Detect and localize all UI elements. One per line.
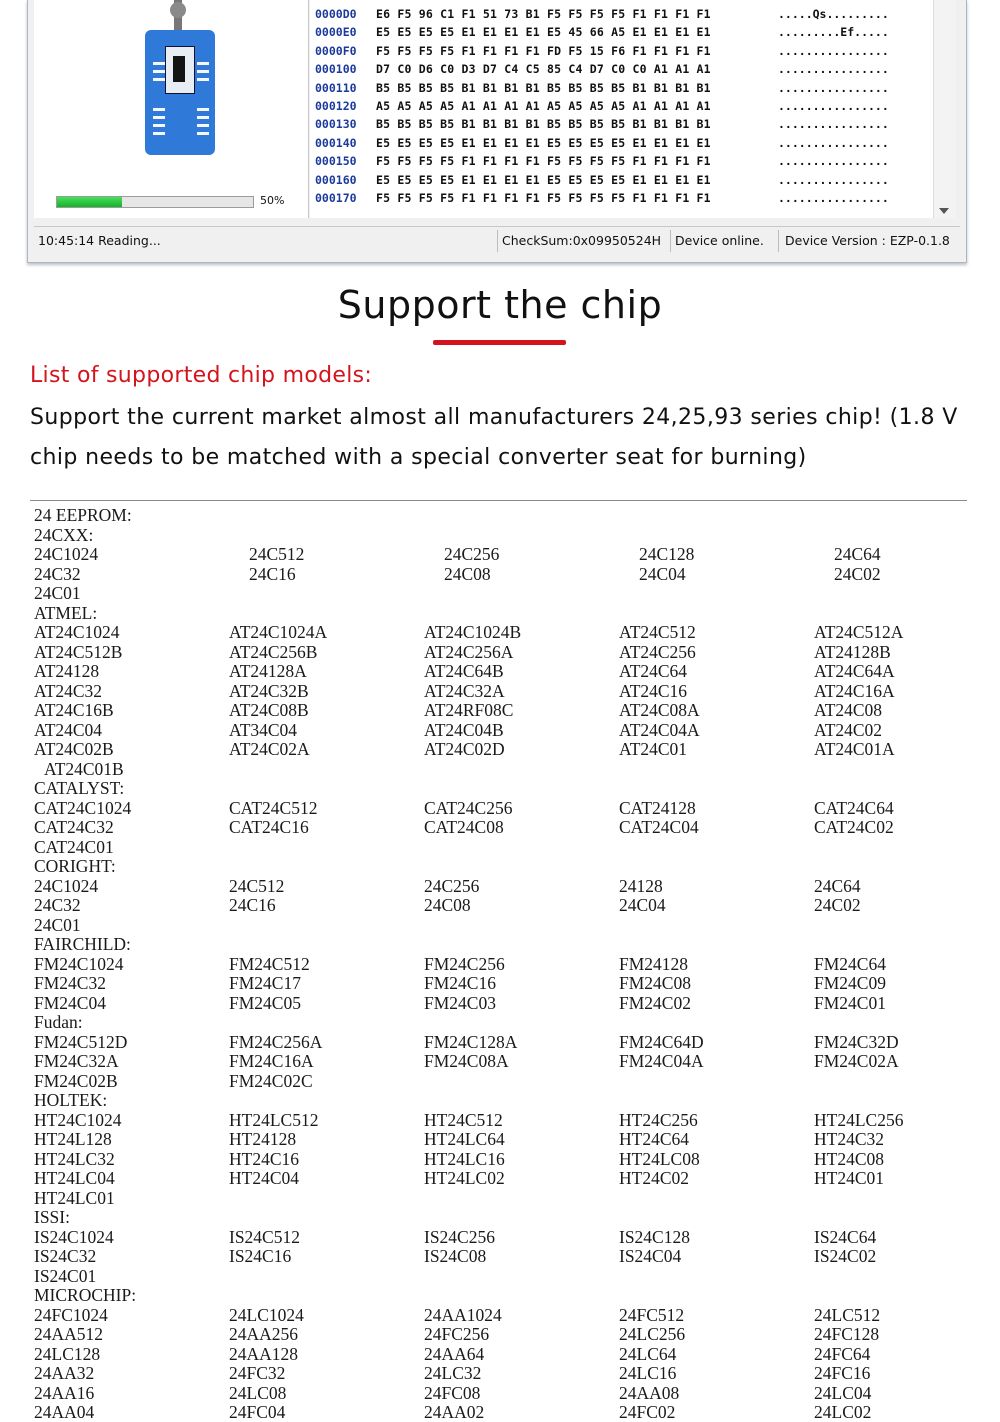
status-checksum: CheckSum:0x09950524H [502, 233, 662, 248]
chip-model: 24FC16 [814, 1363, 871, 1383]
chip-model: IS24C512 [229, 1226, 300, 1247]
chip-model: IS24C16 [229, 1246, 292, 1266]
chip-model: FM24C32 [34, 973, 106, 993]
device-panel [34, 0, 309, 218]
hex-ascii: ................ [778, 172, 889, 187]
chip-model: 24FC1024 [34, 1304, 108, 1325]
chip-model: FM24C02B [34, 1070, 118, 1091]
chip-model: FM24C01 [814, 992, 886, 1013]
pin-mark [153, 116, 165, 119]
progress-percent: 50% [260, 194, 285, 207]
manufacturer-header: CATALYST: [34, 778, 125, 798]
chip-model: IS24C1024 [34, 1226, 114, 1247]
chip-model: FM24C64D [619, 1031, 704, 1052]
chip-model: AT24C04A [619, 719, 700, 740]
chip-model: 24FC256 [424, 1324, 490, 1344]
chip-model: IS24C02 [814, 1246, 877, 1266]
chip-model: AT34C04 [229, 719, 298, 740]
chip-model: FM24C32A [34, 1051, 119, 1071]
status-device-state: Device online. [675, 233, 764, 248]
hex-address: 000160 [315, 172, 357, 187]
hex-address: 000100 [315, 62, 357, 77]
chip-model: 24C01 [34, 583, 81, 603]
list-heading: List of supported chip models: [30, 363, 373, 388]
hex-row[interactable] [310, 134, 930, 152]
hex-bytes: D7 C0 D6 C0 D3 D7 C4 C5 85 C4 D7 C0 C0 A1 A1 A1 [376, 62, 711, 77]
chip-model: 24FC08 [424, 1382, 481, 1403]
chip-model: AT24C08B [229, 700, 309, 720]
chip-model: 24AA04 [34, 1402, 95, 1422]
chip-model: 24FC02 [619, 1402, 676, 1422]
chip-model: 24C16 [229, 895, 276, 915]
chip-model: CAT24128 [619, 797, 696, 818]
chip-model: 24LC256 [619, 1324, 686, 1344]
chip-model: CAT24C64 [814, 797, 894, 818]
hex-ascii: .....Qs......... [778, 7, 889, 21]
hex-bytes: F5 F5 F5 F5 F1 F1 F1 F1 F5 F5 F5 F5 F1 F1 F1 F1 [376, 191, 711, 205]
pin-mark [153, 62, 165, 65]
chip-model: 24AA512 [34, 1324, 104, 1344]
hex-row[interactable] [310, 42, 930, 60]
chip-model: HT24C256 [619, 1109, 698, 1130]
chip-model: 24LC04 [814, 1382, 872, 1403]
chip-model: CAT24C512 [229, 797, 318, 818]
hex-scrollbar[interactable] [933, 0, 956, 218]
hex-row[interactable] [310, 171, 930, 189]
manufacturer-header: CORIGHT: [34, 856, 116, 876]
chip-model: IS24C256 [424, 1226, 495, 1247]
chip-model: FM24C1024 [34, 953, 124, 974]
chip-model: 24C1024 [34, 875, 99, 896]
pin-mark [197, 124, 209, 127]
chip-model: 24FC04 [229, 1402, 286, 1422]
chip-model: AT24C01B [44, 758, 124, 779]
chip-model: IS24C08 [424, 1246, 487, 1266]
pin-mark [153, 108, 165, 111]
pin-mark [153, 70, 165, 73]
chip-model: CAT24C01 [34, 836, 114, 857]
chip-model: AT24C64 [619, 661, 688, 681]
status-divider [778, 230, 779, 252]
chip-model: 24LC128 [34, 1343, 101, 1364]
chip-model: HT24C08 [814, 1148, 884, 1169]
chip-model: 24LC512 [814, 1304, 881, 1325]
title-underline [433, 340, 566, 345]
chip-model: AT24C512B [34, 641, 123, 662]
hex-bytes: F5 F5 F5 F5 F1 F1 F1 F1 F5 F5 F5 F5 F1 F1 F1 F1 [376, 154, 711, 169]
chip-model: 24C512 [229, 875, 285, 896]
chip-model: AT24C32B [229, 680, 309, 701]
pin-mark [197, 132, 209, 135]
hex-address: 000130 [315, 117, 357, 132]
chip-model: IS24C01 [34, 1265, 97, 1286]
chip-model: FM24128 [619, 953, 689, 974]
pin-mark [197, 116, 209, 119]
chip-model: HT24C01 [814, 1168, 884, 1188]
chip-model: AT24C64B [424, 661, 504, 681]
chip-model: AT24C512 [619, 622, 696, 642]
chip-model: FM24C16 [424, 973, 496, 993]
manufacturer-header: HOLTEK: [34, 1090, 108, 1110]
chip-model: HT24LC512 [229, 1109, 319, 1130]
app-window [27, 0, 967, 263]
chip-model: 24FC512 [619, 1304, 685, 1325]
status-bar [34, 226, 960, 255]
chip-model: FM24C512 [229, 953, 310, 974]
hex-ascii: ................ [778, 117, 889, 132]
chip-model: FM24C04 [34, 992, 106, 1013]
chip-model: IS24C32 [34, 1246, 97, 1266]
pin-mark [153, 124, 165, 127]
hex-view[interactable] [310, 0, 933, 218]
chip-model: HT24C512 [424, 1109, 503, 1130]
chip-model: AT24C256A [424, 641, 514, 662]
hex-row[interactable] [310, 152, 930, 170]
chip-model: 24LC1024 [229, 1304, 304, 1325]
chip-model: FM24C64 [814, 953, 886, 974]
section-title: Support the chip [337, 283, 663, 327]
hex-ascii: .........Ef..... [778, 25, 889, 40]
chip-model: CAT24C1024 [34, 797, 132, 818]
hex-address: 000110 [315, 80, 357, 95]
chip-model: HT24LC08 [619, 1148, 700, 1169]
progress-bar [56, 196, 254, 208]
hex-row[interactable] [310, 5, 930, 23]
manufacturer-header: Fudan: [34, 1012, 83, 1032]
status-time: 10:45:14 Reading... [38, 233, 161, 248]
hex-bytes: E5 E5 E5 E5 E1 E1 E1 E1 E5 E5 E5 E5 E1 E1 E1 E1 [376, 135, 711, 150]
chip-model: HT24LC32 [34, 1148, 115, 1169]
chip-model: AT24C02B [34, 739, 114, 759]
chip-model: 24C256 [444, 544, 500, 564]
chip-model: HT24C16 [229, 1148, 299, 1169]
hex-address: 000140 [315, 135, 357, 150]
chip-model: FM24C32D [814, 1031, 899, 1052]
chip-model: 24C64 [834, 544, 881, 564]
chip-model: HT24LC02 [424, 1168, 505, 1188]
chip-model: 24AA64 [424, 1343, 485, 1364]
hex-ascii: ................ [778, 154, 889, 169]
hex-bytes: A5 A5 A5 A5 A1 A1 A1 A1 A5 A5 A5 A5 A1 A1 A1 A1 [376, 99, 711, 113]
chip-model: 24AA08 [619, 1382, 680, 1403]
hex-address: 0000D0 [315, 7, 357, 21]
chip-model: 24LC16 [619, 1363, 677, 1383]
chip-model: 24C128 [639, 544, 695, 564]
chip-model: HT24L128 [34, 1129, 112, 1149]
chip-model: 24AA32 [34, 1363, 95, 1383]
manufacturer-header: 24CXX: [34, 524, 94, 545]
chip-model: CAT24C256 [424, 797, 513, 818]
chip-model: HT24C32 [814, 1129, 884, 1149]
chip-model: FM24C09 [814, 973, 886, 993]
chip-model: AT24128A [229, 661, 307, 681]
chip-model: 24LC02 [814, 1402, 872, 1422]
chip-model: HT24C02 [619, 1168, 689, 1188]
chip-model: 24128 [619, 875, 663, 896]
list-divider [30, 500, 967, 501]
chip-model: CAT24C04 [619, 817, 699, 837]
chip-model: 24C64 [814, 875, 861, 896]
chip-model: AT24C08A [619, 700, 700, 720]
chip-model: AT24C02D [424, 739, 505, 759]
manufacturer-header: 24 EEPROM: [34, 505, 132, 525]
chip-model: AT24C04B [424, 719, 504, 740]
chip-model: AT24C32A [424, 680, 505, 701]
chip-model: 24C512 [249, 544, 305, 564]
chip-model: AT24C256B [229, 641, 318, 662]
chip-model: 24C16 [249, 563, 296, 584]
chip-model: 24FC64 [814, 1343, 871, 1364]
chip-model: FM24C04A [619, 1051, 704, 1071]
chip-model: 24FC128 [814, 1324, 880, 1344]
chip-model: IS24C04 [619, 1246, 682, 1266]
hex-bytes: E6 F5 96 C1 F1 51 73 B1 F5 F5 F5 F5 F1 F1 F1 F1 [376, 7, 711, 21]
hex-address: 0000E0 [315, 25, 357, 40]
chip-model: HT24C1024 [34, 1109, 122, 1130]
chip-model: 24C02 [814, 895, 861, 915]
status-divider [670, 230, 671, 252]
chip-model: AT24C1024B [424, 622, 522, 642]
hex-ascii: ................ [778, 80, 889, 95]
chip-model: AT24C1024A [229, 622, 328, 642]
hex-address: 0000F0 [315, 43, 357, 58]
chip-model: 24C256 [424, 875, 480, 896]
status-device-version: Device Version : EZP-0.1.8 [785, 233, 950, 248]
chip-model: 24C04 [639, 563, 686, 584]
chip-model: HT24LC64 [424, 1129, 505, 1149]
chip-model: HT24LC04 [34, 1168, 115, 1188]
hex-row[interactable] [310, 23, 930, 41]
chip-model: FM24C05 [229, 992, 301, 1013]
hex-row[interactable] [310, 60, 930, 78]
chip-model: 24C08 [424, 895, 471, 915]
pin-mark [197, 62, 209, 65]
hex-bytes: B5 B5 B5 B5 B1 B1 B1 B1 B5 B5 B5 B5 B1 B1 B1 B1 [376, 117, 711, 132]
chip-model: FM24C512D [34, 1031, 128, 1052]
chip-model: AT24C256 [619, 641, 696, 662]
chip-model: 24AA02 [424, 1402, 485, 1422]
pin-mark [153, 132, 165, 135]
chip-model: FM24C16A [229, 1051, 314, 1071]
pin-mark [197, 78, 209, 81]
chip-model: CAT24C32 [34, 817, 114, 837]
chip-model: FM24C02 [619, 992, 691, 1013]
manufacturer-header: ISSI: [34, 1207, 70, 1227]
pin-mark [197, 70, 209, 73]
chip-model: CAT24C02 [814, 817, 894, 837]
hex-row[interactable] [310, 115, 930, 133]
chip-model: 24C01 [34, 914, 81, 935]
chip-model: AT24C01A [814, 739, 895, 759]
chip-model: AT24RF08C [424, 700, 514, 720]
chip-model: HT24C04 [229, 1168, 299, 1188]
hex-ascii: ................ [778, 62, 889, 77]
chip-model: 24C32 [34, 563, 81, 584]
hex-address: 000150 [315, 154, 357, 169]
chip-model: FM24C256A [229, 1031, 323, 1052]
progress-fill [57, 197, 122, 207]
chip-model: 24C04 [619, 895, 666, 915]
scroll-down-icon[interactable] [939, 208, 949, 214]
chip-model: 24AA128 [229, 1343, 299, 1364]
hex-ascii: ................ [778, 99, 889, 113]
chip-model: FM24C256 [424, 953, 505, 974]
chip-model: AT24128 [34, 661, 100, 681]
hex-bytes: E5 E5 E5 E5 E1 E1 E1 E1 E5 E5 E5 E5 E1 E1 E1 E1 [376, 172, 711, 187]
chip-model: CAT24C08 [424, 817, 504, 837]
hex-ascii: ................ [778, 191, 889, 205]
support-description: Support the current market almost all manufacturers 24,25,93 series chip! (1.8 V chip needs to be matched with a special converter seat for burning) [30, 405, 958, 470]
chip-model: FM24C02A [814, 1051, 899, 1071]
socket-lever-knob [170, 2, 186, 18]
manufacturer-header: MICROCHIP: [34, 1285, 137, 1305]
chip-icon [173, 56, 185, 82]
hex-row[interactable] [310, 97, 930, 115]
chip-model: 24AA256 [229, 1324, 299, 1344]
chip-model: CAT24C16 [229, 817, 309, 837]
chip-model: HT24128 [229, 1129, 297, 1149]
hex-row[interactable] [310, 189, 930, 207]
hex-ascii: ................ [778, 43, 889, 58]
chip-model: FM24C08A [424, 1051, 509, 1071]
chip-model: AT24C512A [814, 622, 904, 642]
hex-bytes: F5 F5 F5 F5 F1 F1 F1 F1 FD F5 15 F6 F1 F1 F1 F1 [376, 43, 711, 58]
chip-model: HT24C64 [619, 1129, 689, 1149]
chip-model: AT24C08 [814, 700, 883, 720]
chip-model: 24C02 [834, 563, 881, 584]
chip-model: FM24C128A [424, 1031, 518, 1052]
chip-model: 24C32 [34, 895, 81, 915]
chip-model: AT24C01 [619, 739, 688, 759]
chip-model: 24AA1024 [424, 1304, 502, 1325]
chip-model: 24LC64 [619, 1343, 677, 1364]
hex-bytes: E5 E5 E5 E5 E1 E1 E1 E1 E5 45 66 A5 E1 E1 E1 E1 [376, 25, 711, 40]
chip-model: FM24C03 [424, 992, 496, 1013]
chip-model: AT24128B [814, 641, 891, 662]
chip-model: AT24C16 [619, 680, 688, 701]
chip-model: FM24C08 [619, 973, 691, 993]
chip-model: AT24C32 [34, 680, 103, 701]
chip-model: HT24LC16 [424, 1148, 505, 1169]
chip-model: 24FC32 [229, 1363, 286, 1383]
chip-model: IS24C64 [814, 1226, 877, 1247]
chip-model: AT24C02 [814, 719, 883, 740]
chip-model: HT24LC01 [34, 1187, 115, 1208]
chip-model: HT24LC256 [814, 1109, 904, 1130]
hex-row[interactable] [310, 79, 930, 97]
status-divider [497, 230, 498, 252]
chip-model: AT24C02A [229, 739, 310, 759]
manufacturer-header: FAIRCHILD: [34, 934, 131, 954]
hex-address: 000120 [315, 99, 357, 113]
pin-mark [153, 78, 165, 81]
chip-model: AT24C16B [34, 700, 114, 720]
manufacturer-header: ATMEL: [34, 602, 98, 623]
chip-model: AT24C64A [814, 661, 895, 681]
chip-model: 24C08 [444, 563, 491, 584]
chip-model: AT24C16A [814, 680, 895, 701]
chip-model: 24LC08 [229, 1382, 287, 1403]
chip-model: FM24C17 [229, 973, 301, 993]
chip-model: IS24C128 [619, 1226, 690, 1247]
chip-model: FM24C02C [229, 1070, 313, 1091]
chip-model: AT24C04 [34, 719, 103, 740]
hex-ascii: ................ [778, 135, 889, 150]
hex-address: 000170 [315, 191, 357, 205]
chip-model: 24AA16 [34, 1382, 95, 1403]
chip-model: AT24C1024 [34, 622, 120, 642]
chip-model: 24LC32 [424, 1363, 482, 1383]
chip-model: 24C1024 [34, 544, 99, 564]
pin-mark [197, 108, 209, 111]
hex-bytes: B5 B5 B5 B5 B1 B1 B1 B1 B5 B5 B5 B5 B1 B1 B1 B1 [376, 80, 711, 95]
